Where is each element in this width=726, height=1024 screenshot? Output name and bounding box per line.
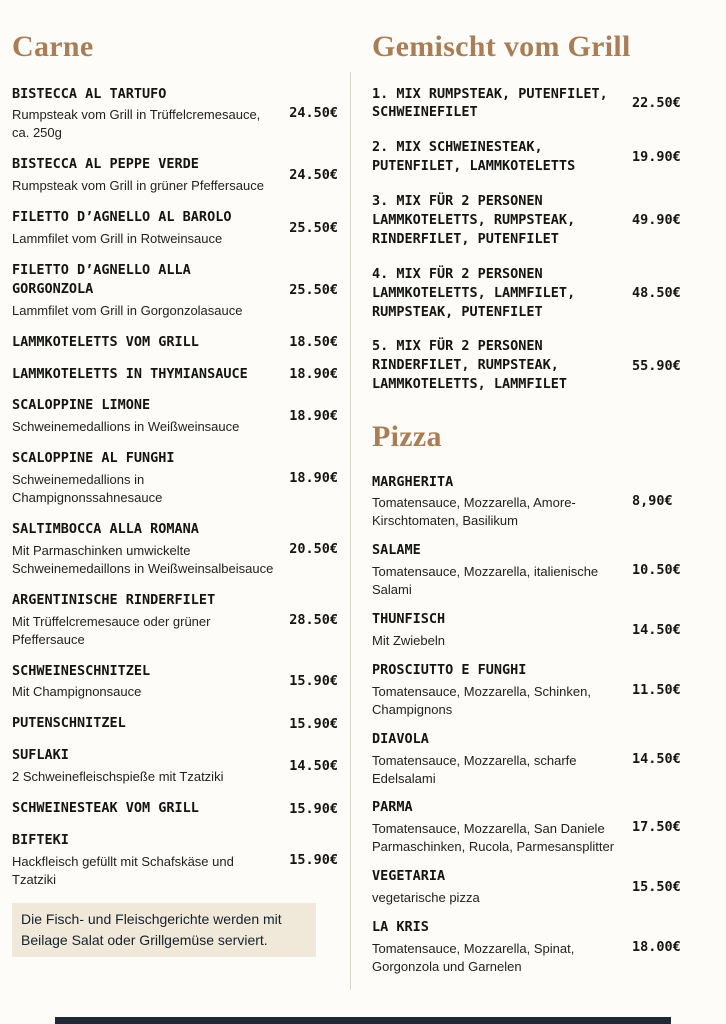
- menu-item: [12, 155, 338, 195]
- section-title-carne: Carne: [12, 30, 94, 63]
- menu-item: [372, 192, 714, 249]
- item-name: MARGHERITA: [372, 473, 454, 490]
- item-price: 10.50€: [632, 562, 681, 579]
- item-name: FILETTO D’AGNELLO ALLA GORGONZOLA: [12, 261, 191, 297]
- item-name: SCHWEINESTEAK VOM GRILL: [12, 800, 199, 817]
- item-text: [372, 918, 620, 976]
- item-desc: Rumpsteak vom Grill in grüner Pfeffersauce: [12, 178, 264, 194]
- item-desc: Mit Trüffelcremesauce oder grüner Pfeffersauce: [12, 613, 211, 647]
- item-text: [12, 662, 277, 702]
- menu-item: [372, 541, 714, 599]
- item-text: [12, 396, 277, 436]
- item-price: 18.00€: [632, 938, 681, 955]
- menu-item: [12, 449, 338, 507]
- menu-item: [12, 208, 338, 248]
- item-price: 22.50€: [632, 95, 681, 112]
- item-name: THUNFISCH: [372, 611, 446, 628]
- serving-note: Die Fisch- und Fleischgerichte werden mit Beilage Salat oder Grillgemüse serviert.: [12, 903, 316, 957]
- item-price: 25.50€: [289, 220, 338, 236]
- item-text: [12, 85, 277, 143]
- section-title-grill: Gemischt vom Grill: [372, 30, 631, 63]
- item-price: 15.50€: [632, 879, 681, 896]
- item-desc: Schweinemedallions in Champignonssahnesauce: [12, 472, 163, 506]
- item-price: 18.50€: [289, 334, 338, 351]
- menu-item: [12, 799, 338, 818]
- item-price: 18.90€: [289, 408, 338, 425]
- item-price: 14.50€: [632, 622, 681, 639]
- menu-item: [372, 138, 714, 176]
- menu-item: [12, 714, 338, 733]
- pizza-list: [372, 473, 714, 976]
- menu-item: [372, 473, 714, 531]
- menu-item: [372, 85, 714, 123]
- item-text: [372, 610, 620, 650]
- right-column: [351, 14, 714, 1014]
- item-price: 25.50€: [289, 282, 338, 299]
- item-text: [372, 265, 620, 322]
- item-name: 3. MIX FÜR 2 PERSONEN LAMMKOTELETTS, RUMPSTEAK, RINDERFILET, PUTENFILET: [372, 193, 576, 247]
- item-text: [372, 661, 620, 719]
- menu-item: [372, 337, 714, 394]
- item-name: SALAME: [372, 542, 421, 559]
- item-name: SCALOPPINE AL FUNGHI: [12, 450, 175, 467]
- item-text: [372, 730, 620, 788]
- item-desc: Rumpsteak vom Grill in Trüffelcremesauce, ca. 250g: [12, 107, 261, 141]
- item-name: LA KRIS: [372, 919, 429, 936]
- item-text: [12, 746, 277, 786]
- item-desc: vegetarische pizza: [372, 890, 480, 906]
- item-name: SCHWEINESCHNITZEL: [12, 662, 151, 679]
- item-desc: Tomatensauce, Mozzarella, italienische Salami: [372, 564, 599, 598]
- item-name: PARMA: [372, 799, 413, 816]
- section-title-pizza: Pizza: [372, 420, 442, 454]
- item-price: 15.90€: [289, 851, 338, 868]
- item-price: 14.50€: [632, 750, 681, 767]
- item-name: LAMMKOTELETTS IN THYMIANSAUCE: [12, 365, 248, 382]
- item-price: 11.50€: [632, 681, 681, 698]
- item-price: 18.90€: [289, 470, 338, 487]
- menu-item: [12, 662, 338, 702]
- item-text: [12, 831, 277, 889]
- item-text: [12, 155, 277, 195]
- item-desc: Lammfilet vom Grill in Rotweinsauce: [12, 230, 223, 246]
- item-desc: Tomatensauce, Mozzarella, scharfe Edelsalami: [372, 752, 577, 786]
- item-price: 14.50€: [289, 758, 338, 775]
- menu-item: [12, 261, 338, 320]
- item-text: [372, 337, 620, 394]
- item-price: 19.90€: [632, 149, 681, 166]
- item-name: BIFTEKI: [12, 831, 69, 848]
- item-desc: Lammfilet vom Grill in Gorgonzolasauce: [12, 302, 243, 318]
- item-text: [12, 520, 277, 578]
- item-text: [372, 473, 620, 531]
- item-name: 5. MIX FÜR 2 PERSONEN RINDERFILET, RUMPSTEAK, LAMMKOTELETTS, LAMMFILET: [372, 338, 568, 393]
- item-desc: Tomatensauce, Mozzarella, Schinken, Champignons: [372, 683, 591, 717]
- menu-item: [372, 918, 714, 976]
- carne-column: [12, 14, 338, 1014]
- item-name: SCALOPPINE LIMONE: [12, 397, 151, 414]
- menu-item: [12, 333, 338, 352]
- item-name: 1. MIX RUMPSTEAK, PUTENFILET, SCHWEINEFILET: [372, 85, 608, 121]
- menu-item: [372, 867, 714, 907]
- menu-item: [12, 520, 338, 578]
- menu-item: [12, 591, 338, 649]
- item-price: 48.50€: [632, 285, 681, 302]
- item-name: SUFLAKI: [12, 747, 69, 764]
- item-text: [372, 541, 620, 599]
- menu-item: [12, 85, 338, 143]
- item-name: PUTENSCHNITZEL: [12, 715, 126, 732]
- menu-item: [12, 831, 338, 889]
- item-price: 15.90€: [289, 715, 338, 732]
- menu-item: [372, 798, 714, 856]
- item-name: BISTECCA AL PEPPE VERDE: [12, 156, 199, 173]
- item-price: 8,90€: [632, 493, 673, 510]
- item-price: 24.50€: [289, 105, 338, 122]
- item-price: 17.50€: [632, 819, 681, 836]
- menu-item: [12, 396, 338, 436]
- item-text: [12, 449, 277, 507]
- item-text: [12, 333, 277, 352]
- item-text: [12, 714, 277, 733]
- item-text: [372, 192, 620, 249]
- item-name: 2. MIX SCHWEINESTEAK, PUTENFILET, LAMMKOTELETTS: [372, 139, 576, 175]
- item-desc: Mit Parmaschinken umwickelte Schweinemedaillons in Weißweinsalbeisauce: [12, 542, 274, 576]
- item-desc: Mit Zwiebeln: [372, 633, 445, 648]
- menu-item: [372, 730, 714, 788]
- item-name: DIAVOLA: [372, 730, 429, 747]
- item-price: 15.90€: [289, 800, 338, 817]
- item-text: [12, 365, 277, 384]
- item-name: PROSCIUTTO E FUNGHI: [372, 661, 527, 678]
- menu-item: [12, 746, 338, 786]
- item-desc: 2 Schweinefleischspieße mit Tzatziki: [12, 769, 224, 785]
- item-price: 18.90€: [289, 365, 338, 382]
- item-price: 20.50€: [289, 540, 338, 557]
- item-name: VEGETARIA: [372, 868, 446, 885]
- item-desc: Mit Champignonsauce: [12, 684, 142, 700]
- item-text: [372, 138, 620, 176]
- item-text: [372, 798, 620, 856]
- item-desc: Schweinemedallions in Weißweinsauce: [12, 419, 240, 435]
- item-name: 4. MIX FÜR 2 PERSONEN LAMMKOTELETTS, LAMMFILET, RUMPSTEAK, PUTENFILET: [372, 265, 576, 320]
- item-text: [372, 85, 620, 123]
- item-name: BISTECCA AL TARTUFO: [12, 85, 167, 102]
- menu-item: [12, 365, 338, 384]
- item-name: ARGENTINISCHE RINDERFILET: [12, 591, 216, 608]
- item-desc: Tomatensauce, Mozzarella, Amore-Kirschtomaten, Basilikum: [372, 495, 576, 529]
- item-price: 15.90€: [289, 673, 338, 690]
- item-text: [12, 591, 277, 649]
- item-price: 49.90€: [632, 212, 681, 229]
- item-price: 55.90€: [632, 357, 681, 374]
- menu-item: [372, 610, 714, 650]
- item-price: 28.50€: [289, 611, 338, 628]
- item-text: [12, 799, 277, 818]
- item-text: [372, 867, 620, 907]
- item-name: FILETTO D’AGNELLO AL BAROLO: [12, 209, 232, 226]
- item-desc: Tomatensauce, Mozzarella, San Daniele Parmaschinken, Rucola, Parmesansplitter: [372, 821, 615, 855]
- footer-bar: [55, 1017, 671, 1024]
- item-desc: Hackfleisch gefüllt mit Schafskäse und Tzatziki: [12, 853, 234, 887]
- item-name: SALTIMBOCCA ALLA ROMANA: [12, 521, 199, 538]
- menu-item: [372, 661, 714, 719]
- item-desc: Tomatensauce, Mozzarella, Spinat, Gorgonzola und Garnelen: [372, 940, 575, 974]
- item-text: [12, 261, 277, 320]
- item-price: 24.50€: [289, 167, 338, 184]
- item-name: LAMMKOTELETTS VOM GRILL: [12, 333, 199, 350]
- grill-list: [372, 85, 714, 395]
- menu-item: [372, 265, 714, 322]
- item-text: [12, 208, 277, 248]
